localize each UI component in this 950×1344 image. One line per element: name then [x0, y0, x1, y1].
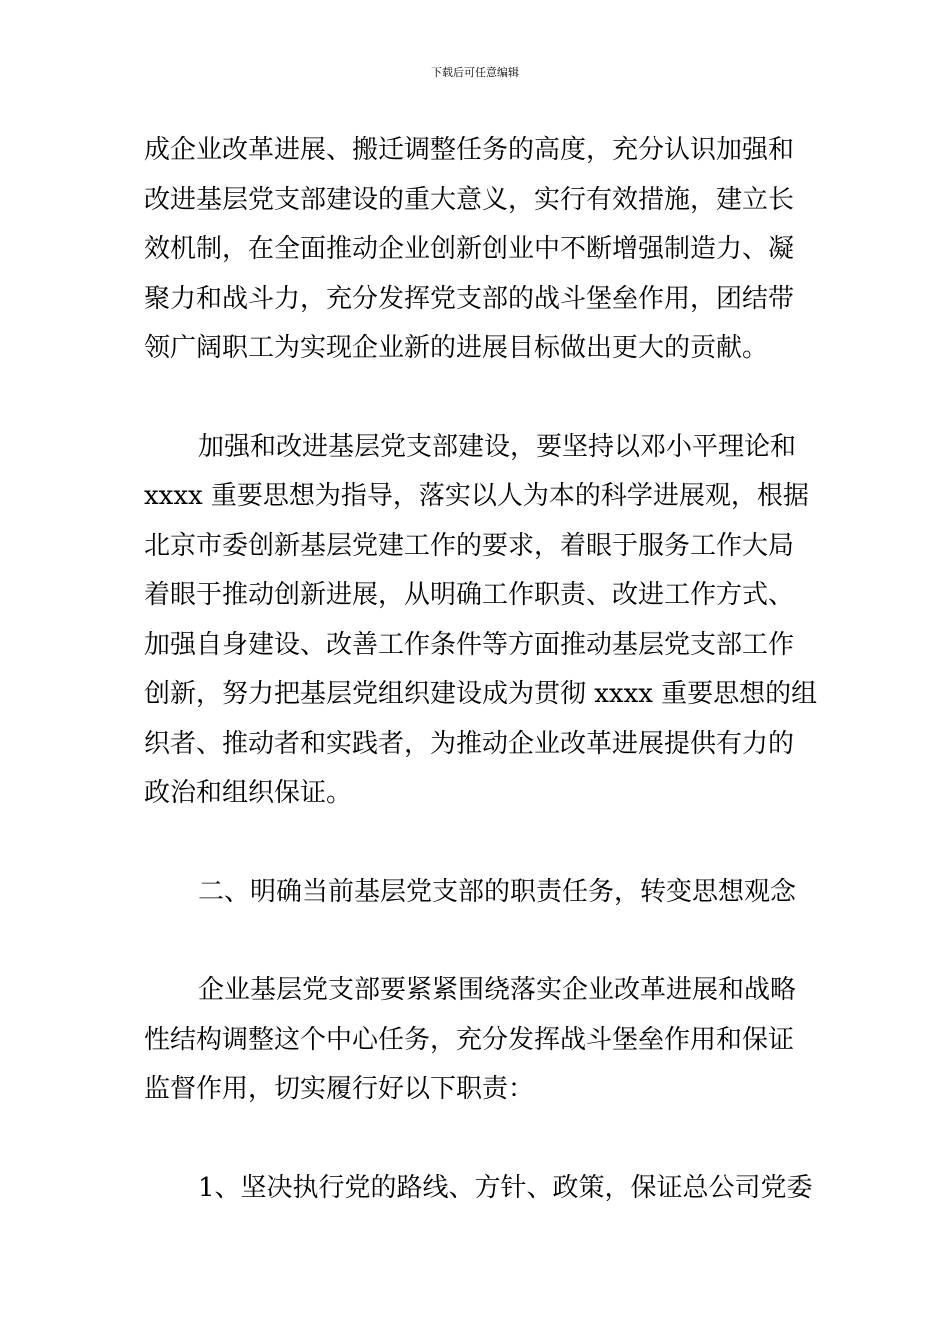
- text-line: 二、明确当前基层党支部的职责任务，转变思想观念: [198, 876, 797, 907]
- text-line: 着眼于推动创新进展，从明确工作职责、改进工作方式、: [144, 580, 795, 610]
- text-line: 政治和组织保证。: [144, 778, 353, 808]
- list-item-1: [144, 1164, 813, 1214]
- text-line: 监督作用，切实履行好以下职责：: [144, 1074, 535, 1104]
- text-line: xxxx 重要思想为指导，落实以人为本的科学进展观，根据: [144, 481, 809, 511]
- text-line: 成企业改革进展、搬迁调整任务的高度，充分认识加强和: [144, 135, 795, 165]
- text-line: 北京市委创新基层党建工作的要求，着眼于服务工作大局: [144, 530, 795, 561]
- paragraph-duties-intro: [144, 966, 808, 1115]
- text-line: 1、坚决执行党的路线、方针、政策，保证总公司党委: [198, 1172, 813, 1203]
- page-header: 下载后可任意编辑: [431, 66, 519, 79]
- text-line: 聚力和战斗力，充分发挥党支部的战斗堡垒作用，团结带: [144, 283, 795, 314]
- text-line: 创新，努力把基层党组织建设成为贯彻 xxxx 重要思想的组: [144, 679, 818, 709]
- section-heading: [144, 868, 808, 918]
- text-line: 织者、推动者和实践者，为推动企业改革进展提供有力的: [144, 728, 795, 759]
- text-line: 性结构调整这个中心任务，充分发挥战斗堡垒作用和保证: [144, 1024, 795, 1055]
- text-line: 领广阔职工为实现企业新的进展目标做出更大的贡献。: [144, 333, 769, 363]
- text-line: 效机制，在全面推动企业创新创业中不断增强制造力、凝: [144, 234, 795, 264]
- document-body: [144, 126, 818, 1213]
- text-line: 加强和改进基层党支部建设，要坚持以邓小平理论和: [198, 431, 797, 462]
- paragraph-continuation: [144, 126, 808, 374]
- text-line: 加强自身建设、改善工作条件等方面推动基层党支部工作: [144, 629, 795, 660]
- paragraph-guiding-principle: [144, 423, 818, 819]
- text-line: 企业基层党支部要紧紧围绕落实企业改革进展和战略: [198, 975, 797, 1005]
- text-line: 改进基层党支部建设的重大意义，实行有效措施，建立长: [144, 184, 795, 215]
